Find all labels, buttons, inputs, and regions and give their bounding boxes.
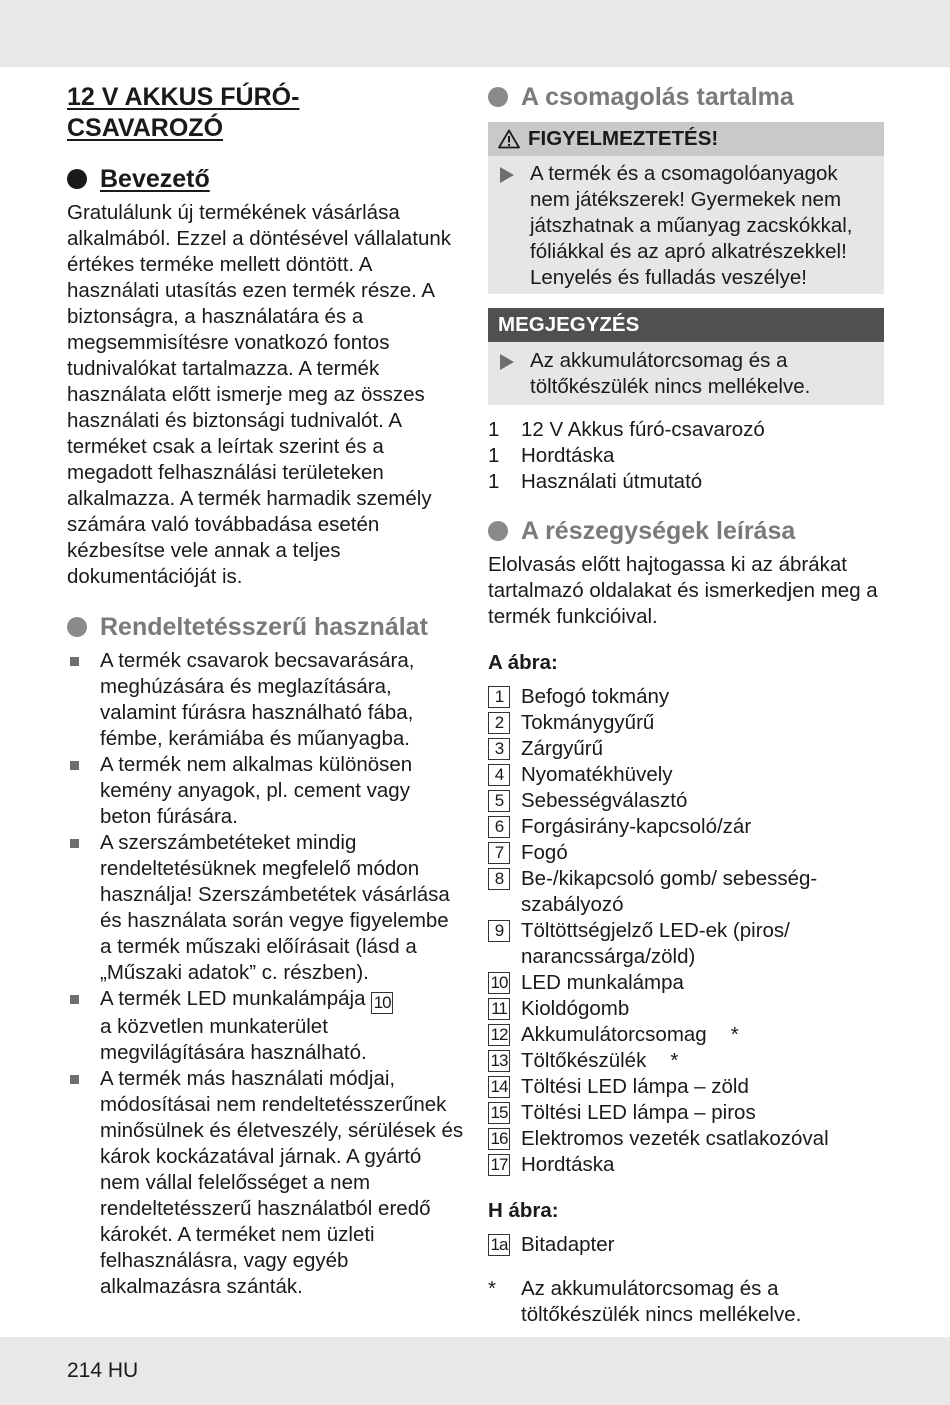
part-label: Tokmánygyűrű [521,711,655,734]
part-label: Töltöttségjelző LED-ek (piros/ narancssárga/zöld) [521,919,790,968]
part-item [488,1022,884,1048]
footer-band [0,1337,950,1405]
footnote: * Az akkumulátorcsomag és a töltőkészülék nincs mellékelve. [488,1277,802,1326]
part-label: Töltőkészülék [521,1049,647,1072]
part-item [488,814,884,840]
part-label: Kioldógomb [521,997,630,1020]
asterisk-mark: * [730,1023,739,1046]
warning-box [488,122,884,294]
part-label: Hordtáska [521,1153,615,1176]
part-label: LED munkalámpa [521,971,684,994]
figure-h-parts-list [488,1232,884,1258]
intro-paragraph: Gratulálunk új termékének vásárlása alkalmából. Ezzel a döntésével vállalatunk értékes terméke mellett döntött. A használati utasítás ezen termék része. A biztonságra, a használatára és a megsemmisítésre vonatkozó fontos tudnivalókat tartalmazza. A termék használata előtt ismerje meg az összes használati és biztonsági tudnivalót. A terméket csak a leírtak szerint és a megadott felhasználási területeken alkalmazza. A termék harmadik személy számára való továbbadása esetén kézbesítse vele annak a teljes dokumentációját is. [67,201,452,588]
part-label: Elektromos vezeték csatlakozóval [521,1127,829,1150]
page-number: 214 HU [67,1359,139,1382]
note-header: MEGJEGYZÉS [488,308,884,342]
part-item [488,1100,884,1126]
list-item: 1 Használati útmutató [488,470,703,493]
package-contents-list [488,417,884,495]
part-item [488,788,884,814]
list-item: 1 Hordtáska [488,444,615,467]
part-number-box: 4 [488,764,510,786]
part-label: Be-/kikapcsoló gomb/ sebesség-szabályozó [521,867,818,916]
part-label: Befogó tokmány [521,685,670,708]
intended-use-list [67,648,465,1300]
note-body: Az akkumulátorcsomag és a töltőkészülék nincs mellékelve. [488,342,884,405]
part-number-box: 6 [488,816,510,838]
warning-triangle-icon [498,129,520,149]
part-label: Töltési LED lámpa – piros [521,1101,756,1124]
part-label: Nyomatékhüvely [521,763,673,786]
list-item: A termék LED munkalámpája 10 a közvetlen munkaterület megvilágítására használható. [67,986,465,1066]
part-item [488,918,884,970]
part-label: Zárgyűrű [521,737,604,760]
part-number-box: 9 [488,920,510,942]
list-item: 1 12 V Akkus fúró-csavarozó [488,418,765,441]
section-bullet-icon [67,617,87,637]
part-item [488,736,884,762]
part-number-box: 11 [488,998,510,1020]
part-number-box: 12 [488,1024,510,1046]
part-number-box: 15 [488,1102,510,1124]
part-number-box: 13 [488,1050,510,1072]
part-number-box: 1 [488,686,510,708]
left-column [67,82,465,1300]
part-reference: 10 [371,992,393,1014]
parts-intro: Elolvasás előtt hajtogassa ki az ábrákat tartalmazó oldalakat és ismerkedjen meg a termék funkcióival. [488,553,878,628]
figure-h-label: H ábra: [488,1199,559,1222]
part-number-box: 10 [488,972,510,994]
section-bullet-icon [488,87,508,107]
square-bullet-icon [70,995,79,1004]
part-item [488,1074,884,1100]
part-item [488,840,884,866]
part-number-box: 14 [488,1076,510,1098]
list-item: A termék csavarok becsavarására, meghúzására és meglazítására, valamint fúrásra használható fába, fémbe, kerámiába és műanyagba. [67,648,465,752]
part-item [488,1126,884,1152]
list-item: A termék nem alkalmas különösen kemény anyagok, pl. cement vagy beton fúrására. [67,752,465,830]
arrow-bullet-icon [500,354,514,370]
arrow-bullet-icon [500,167,514,183]
section-bullet-icon [67,169,87,189]
part-number-box: 2 [488,712,510,734]
square-bullet-icon [70,839,79,848]
warning-header: FIGYELMEZTETÉS! [488,122,884,156]
section-bullet-icon [488,521,508,541]
figure-a-parts-list [488,684,884,1178]
header-band [0,0,950,67]
part-label: Töltési LED lámpa – zöld [521,1075,749,1098]
list-item: A szerszámbetéteket mindig rendeltetésüknek megfelelő módon használja! Szerszámbetétek vásárlása és használata során vegye figyelembe a termék műszaki előírásait (lásd a „Műszaki adatok” c. részben). [67,830,465,986]
note-box [488,308,884,405]
part-number-box: 3 [488,738,510,760]
right-column [488,82,884,1328]
intended-use-heading: Rendeltetésszerű használat [67,612,465,642]
part-item [488,866,884,918]
part-number-box: 1a [488,1234,510,1256]
square-bullet-icon [70,657,79,666]
list-item: A termék más használati módjai, módosításai nem rendeltetésszerűnek minősülnek és életveszély, sérülések és károk kockázatával járnak. A gyártó nem vállal felelősséget a nem rendeltetésszerű használatból eredő károkét. A terméket nem üzleti felhasználásra, vagy egyéb alkalmazásra szánták. [67,1066,465,1300]
part-label: Akkumulátorcsomag [521,1023,707,1046]
asterisk-mark: * [670,1049,679,1072]
figure-a-label: A ábra: [488,651,558,674]
part-item [488,996,884,1022]
part-label: Sebességválasztó [521,789,688,812]
parts-heading: A részegységek leírása [488,516,884,546]
part-number-box: 7 [488,842,510,864]
intro-heading: Bevezető [67,164,465,194]
package-heading: A csomagolás tartalma [488,82,884,112]
part-number-box: 16 [488,1128,510,1150]
part-label: Fogó [521,841,568,864]
part-item [488,1048,884,1074]
part-item [488,970,884,996]
part-item [488,684,884,710]
part-item [488,762,884,788]
part-number-box: 8 [488,868,510,890]
part-label: Bitadapter [521,1233,615,1256]
part-item [488,1232,884,1258]
part-number-box: 5 [488,790,510,812]
part-item [488,1152,884,1178]
part-label: Forgásirány-kapcsoló/zár [521,815,752,838]
warning-body: A termék és a csomagolóanyagok nem játékszerek! Gyermekek nem játszhatnak a műanyag zacskókkal, fóliákkal és az apró alkatrészekkel! Lenyelés és fulladás veszélye! [488,156,884,294]
square-bullet-icon [70,1075,79,1084]
document-title: 12 V AKKUS FÚRÓ- CSAVAROZÓ [67,83,300,142]
part-item [488,710,884,736]
part-number-box: 17 [488,1154,510,1176]
square-bullet-icon [70,761,79,770]
